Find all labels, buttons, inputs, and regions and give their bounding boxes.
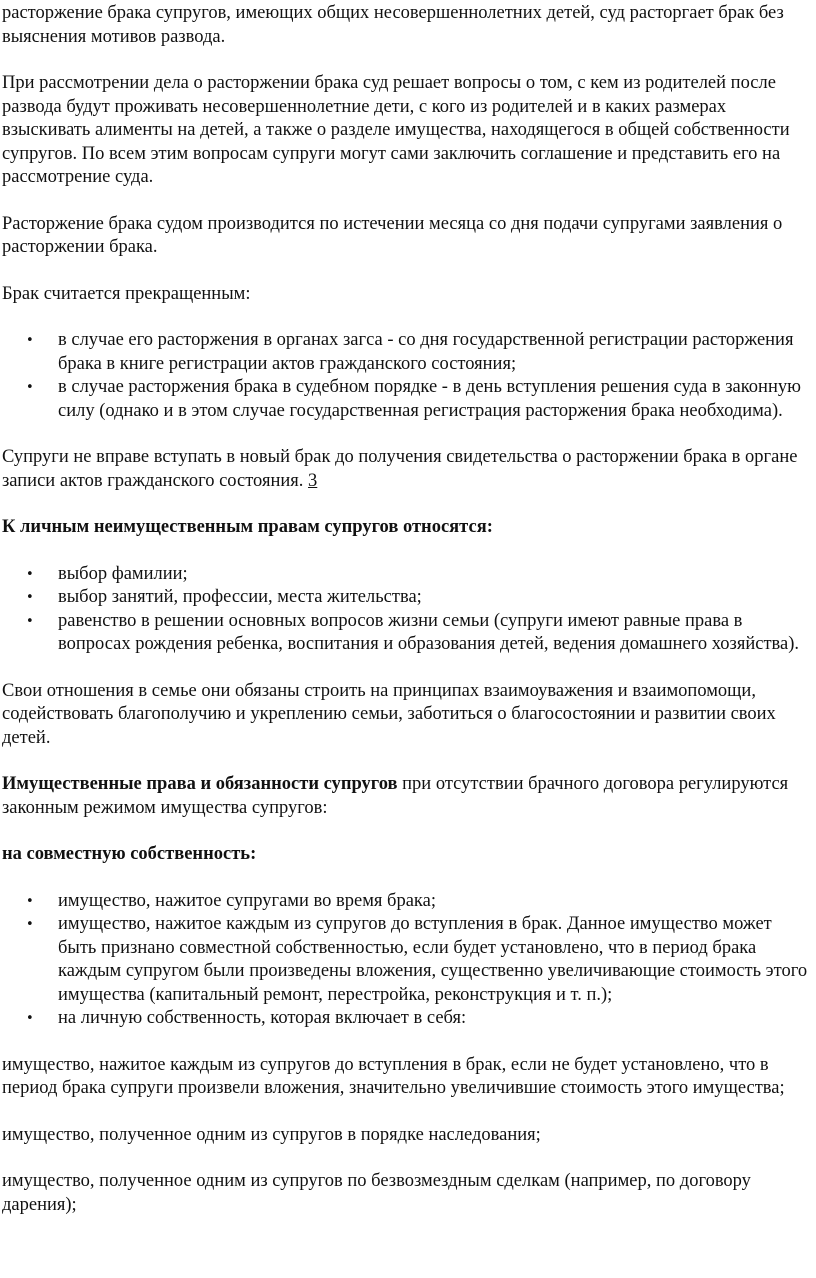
paragraph-family-relations: Свои отношения в семье они обязаны строить на принципах взаимоуважения и взаимопомощи, содействовать благополучию и укреплению семьи, заботиться о благосостоянии и развитии своих детей. (2, 680, 776, 748)
list-termination-cases (2, 329, 814, 423)
heading-joint-property (2, 843, 814, 867)
list-item: • равенство в решении основных вопросов жизни семьи (супруги имеют равные права в вопросах рождения ребенка, воспитания и образования детей, ведения домашнего хозяйства). (58, 610, 814, 657)
list-item: • выбор занятий, профессии, места жительства; (58, 586, 814, 610)
bold-lead: Имущественные права и обязанности супругов (2, 774, 398, 794)
footnote-link[interactable]: 3 (308, 470, 318, 491)
list-item: • выбор фамилии; (58, 563, 814, 587)
list-item: • имущество, нажитое супругами во время брака; (58, 890, 814, 914)
heading-text: на совместную собственность: (2, 844, 257, 864)
paragraph-premarital-property: имущество, нажитое каждым из супругов до вступления в брак, если не будет установлено, что в период брака супруги произвели вложения, значительно увеличившие стоимость этого имущества; (2, 1054, 785, 1098)
paragraph-inherited-property: имущество, полученное одним из супругов в порядке наследования; (2, 1124, 541, 1145)
heading-personal-rights (2, 516, 814, 540)
list-joint-property (2, 890, 814, 1031)
paragraph-text: при отсутствии брачного договора регулируются законным режимом имущества супругов: (2, 774, 789, 818)
list-item: • в случае его расторжения в органах загса - со дня государственной регистрации расторжения брака в книге регистрации актов гражданского состояния; (58, 329, 814, 376)
paragraph-court-questions: При рассмотрении дела о расторжении брака суд решает вопросы о том, с кем из родителей после развода будут проживать несовершеннолетние дети, с кого из родителей и в каких размерах взыскивать алименты на детей, а также о разделе имущества, находящегося в общей собственности супругов. По всем этим вопросам супруги могут сами заключить соглашение и представить его на рассмотрение суда. (2, 73, 790, 187)
paragraph-text: Супруги не вправе вступать в новый брак до получения свидетельства о расторжении брака в органе записи актов гражданского состояния. (2, 447, 798, 491)
heading-text: К личным неимущественным правам супругов относятся: (2, 517, 493, 537)
paragraph-new-marriage (2, 446, 814, 493)
list-item: • на личную собственность, которая включает в себя: (58, 1007, 814, 1031)
paragraph-gifted-property: имущество, полученное одним из супругов по безвозмездным сделкам (например, по договору дарения); (2, 1171, 751, 1215)
paragraph-marriage-terminated: Брак считается прекращенным: (2, 283, 251, 304)
list-item: • имущество, нажитое каждым из супругов до вступления в брак. Данное имущество может быть признано совместной собственностью, если будет установлено, что в период брака каждым супругом были произведены вложения, существенно увеличивающие стоимость этого имущества (капитальный ремонт, перестройка, реконструкция и т. п.); (58, 913, 814, 1007)
paragraph-property-rights (2, 773, 814, 820)
paragraph-divorce-term: Расторжение брака судом производится по истечении месяца со дня подачи супругами заявления о расторжении брака. (2, 213, 783, 257)
list-item: • в случае расторжения брака в судебном порядке - в день вступления решения суда в законную силу (однако и в этом случае государственная регистрация расторжения брака необходима). (58, 376, 814, 423)
list-personal-rights (2, 563, 814, 657)
paragraph-divorce-motives: расторжение брака супругов, имеющих общих несовершеннолетних детей, суд расторгает брак без выяснения мотивов развода. (2, 3, 784, 47)
